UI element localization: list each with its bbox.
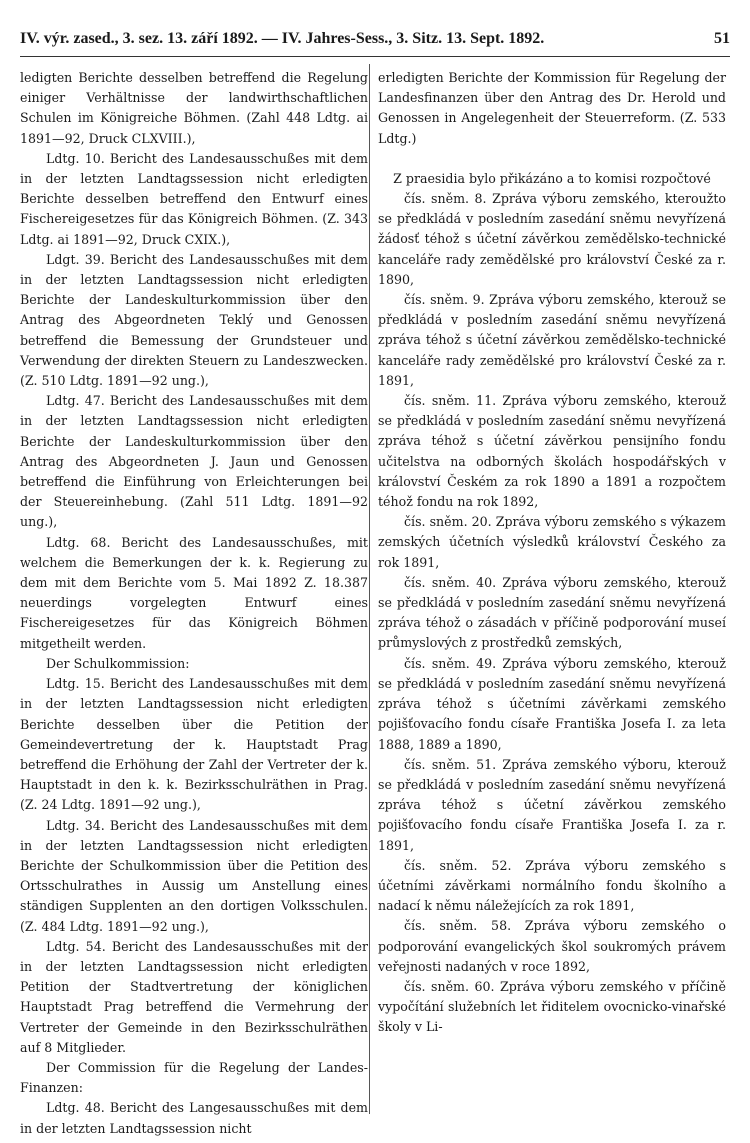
german-paragraph: Ldtg. 10. Bericht des Landesausschußes mit dem in der letzten Landtagssession nicht erledigten Berichte desselben betreffend den Entwurf eines Fischereigesetzes für das Königreich Böhmen. (Z. 343 Ldtg. ai 1891—92, Druck CXIX.),: [20, 150, 368, 247]
right-column-czech: [378, 68, 726, 1038]
czech-paragraph: čís. sněm. 9. Zpráva výboru zemského, kterouž se předkládá v posledním zasedání sněmu nevyřízená zpráva téhož s účetní závěrkou zemědělsko-technické kanceláře rady zemědělské pro království České za r. 1891,: [378, 292, 726, 388]
czech-paragraph: čís. sněm. 60. Zpráva výboru zemského v příčině vypočítání služebních let řiditelem ovocnicko-vinařské školy v Li-: [378, 978, 726, 1035]
german-paragraph: Der Schulkommission:: [46, 655, 190, 671]
header-rule: [20, 56, 730, 57]
german-paragraph: Ldtg. 34. Bericht des Landesausschußes mit dem in der letzten Landtagssession nicht erledigten Berichte der Schulkommission über die Petition des Ortsschulrathes in Aussig um Anstellung eines ständigen Supplenten an den dortigen Volksschulen. (Z. 484 Ldtg. 1891—92 ung.),: [20, 817, 368, 934]
german-paragraph: Ldgt. 39. Bericht des Landesausschußes mit dem in der letzten Landtagssession nicht erledigten Berichte der Landeskulturkommission über den Antrag des Abgeordneten Teklý und Genossen betreffend die Bemessung der Grundsteuer und Verwendung der direkten Steuern zu Landeszwecken. (Z. 510 Ldtg. 1891—92 ung.),: [20, 251, 368, 389]
german-paragraph: Ldtg. 15. Bericht des Landesausschußes mit dem in der letzten Landtagssession nicht erledigten Berichte desselben über die Petition der Gemeindevertretung der k. Hauptstadt Prag betreffend die Erhöhung der Zahl der Vertreter der k. Hauptstadt in den k. k. Bezirksschulräthen in Prag. (Z. 24 Ldtg. 1891—92 ung.),: [20, 676, 368, 813]
czech-paragraph: čís. sněm. 52. Zpráva výboru zemského s účetními závěrkami normálního fondu školního a nadací k němu náležejících za rok 1891,: [378, 857, 726, 914]
left-column-german: [20, 68, 368, 1139]
czech-paragraph: Z praesidia bylo přikázáno a to komisi rozpočtové: [393, 170, 711, 186]
german-paragraph: Ldtg. 54. Bericht des Landesausschußes mit der in der letzten Landtagssession nicht erledigten Petition der Stadtvertretung der königlichen Hauptstadt Prag betreffend die Vermehrung der Vertreter der Gemeinde in den Bezirksschulräthen auf 8 Mitglieder.: [20, 938, 368, 1055]
running-head: IV. výr. zased., 3. sez. 13. září 1892. — IV. Jahres-Sess., 3. Sitz. 13. Sept. 1892.: [20, 30, 545, 47]
german-paragraph: Ldtg. 68. Bericht des Landesausschußes, mit welchem die Bemerkungen der k. k. Regierung zu dem mit dem Berichte vom 5. Mai 1892 Z. 18.387 neuerdings vorgelegten Entwurf eines Fischereigesetzes für das Königreich Böhmen mitgetheilt werden.: [20, 534, 368, 651]
czech-paragraph: čís. sněm. 40. Zpráva výboru zemského, kterouž se předkládá v posledním zasedání sněmu nevyřízená zpráva téhož o zásadách v příčině podporování museí průmyslových z prostředků zemských,: [378, 574, 726, 651]
czech-paragraph: čís. sněm. 20. Zpráva výboru zemského s výkazem zemských účetních výsledků království Českého za rok 1891,: [378, 514, 726, 570]
czech-paragraph: čís. sněm. 49. Zpráva výboru zemského, kterouž se předkládá v posledním zasedání sněmu nevyřízená zpráva téhož s účetními závěrkami zemského pojišťovacího fondu císaře Františka Josefa I. za leta 1888, 1889 a 1890,: [378, 655, 726, 752]
czech-paragraph: erledigten Berichte der Kommission für Regelung der Landesfinanzen über den Antrag des Dr. Herold und Genossen in Angelegenheit der Steuerreform. (Z. 533 Ldtg.): [378, 70, 726, 146]
czech-paragraph: čís. sněm. 8. Zpráva výboru zemského, kteroužto se předkládá v posledním zasedání sněmu nevyřízená žádosť téhož s účetní závěrkou zemědělsko-technické kanceláře rady zemědělské pro království České za r. 1890,: [378, 191, 726, 287]
page-header: [20, 30, 730, 54]
column-divider: [369, 64, 370, 1114]
german-paragraph: Ldtg. 47. Bericht des Landesausschußes mit dem in der letzten Landtagssession nicht erledigten Berichte der Landeskulturkommission über den Antrag des Abgeordneten J. Jaun und Genossen betreffend die Einführung von Erleichterungen bei der Steuereinhebung. (Zahl 511 Ldtg. 1891—92 ung.),: [20, 393, 368, 530]
german-paragraph: Ldtg. 48. Bericht des Langesausschußes mit dem in der letzten Landtagssession nicht: [20, 1100, 368, 1136]
czech-paragraph: čís. sněm. 11. Zpráva výboru zemského, kterouž se předkládá v posledním zasedání sněmu nevyřízená zpráva téhož s účetní závěrkou pensijního fondu učitelstva na odborných školách hospodářských v království Českém za rok 1890 a 1891 a rozpočtem téhož fondu na rok 1892,: [378, 393, 726, 510]
german-paragraph: ledigten Berichte desselben betreffend die Regelung einiger Verhältnisse der landwirthschaftlichen Schulen im Königreiche Böhmen. (Zahl 448 Ldtg. ai 1891—92, Druck CLXVIII.),: [20, 70, 368, 146]
german-paragraph: Der Commission für die Regelung der Landes-Finanzen:: [20, 1059, 368, 1096]
czech-paragraph: čís. sněm. 51. Zpráva zemského výboru, kterouž se předkládá v posledním zasedání sněmu nevyřízená zpráva téhož s účetní závěrkou zemského pojišťovacího fondu císaře Františka Josefa I. za r. 1891,: [378, 756, 726, 853]
page-number: 51: [714, 30, 730, 47]
czech-paragraph: čís. sněm. 58. Zpráva výboru zemského o podporování evangelických škol soukromých právem veřejnosti nadaných v roce 1892,: [378, 918, 726, 974]
